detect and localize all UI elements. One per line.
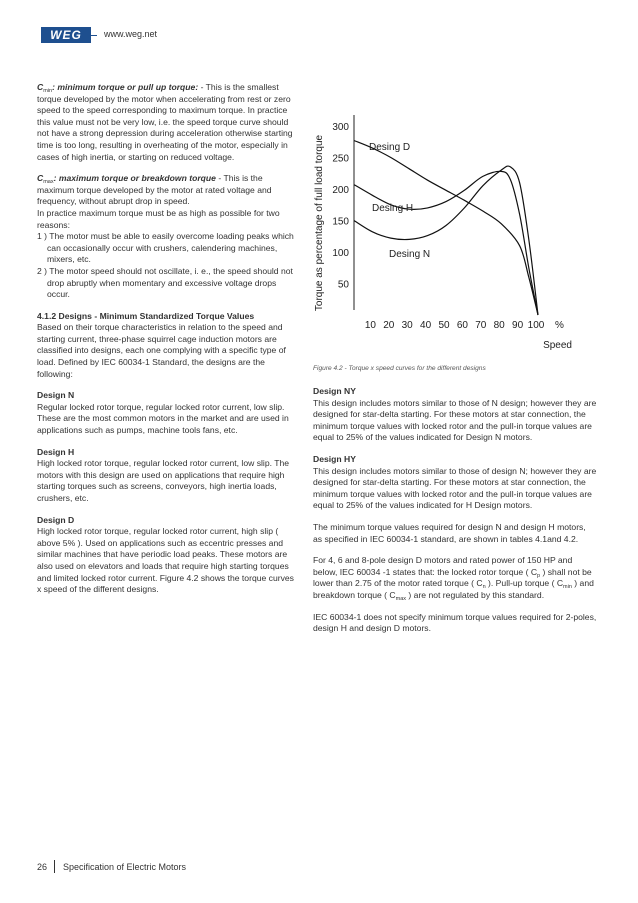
design-h-text: High locked rotor torque, regular locked rotor current, low slip. The motors with this design are used on applications that require high starting torques such as screens, conveyors, high inertia loads, crushers, etc. <box>37 458 290 503</box>
y-tick-label: 200 <box>332 185 349 196</box>
design-d-paragraph <box>37 515 299 596</box>
y-tick-label: 150 <box>332 216 349 228</box>
x-tick-label: 10 <box>364 320 376 331</box>
page-number: 26 <box>37 862 48 872</box>
design-hy-text: This design includes motors similar to those of design N; however they are designed for star-delta starting. For these motors at star connection, the minimum torque values with locked rotor and the pull-in torque values are equal to 25% of the values indicated for H Design motors. <box>313 465 597 511</box>
design-ny-title: Design NY <box>313 386 356 396</box>
x-tick-label: 80 <box>493 320 505 331</box>
cmin-text: - This is the smallest torque developed by the motor when accelerating from rest or zero speed to the speed corresponding to maximum torque. In practice this value must not be very low, i.e. the speed torque curve should not have a strong depression during acceleration otherwise starting time is too long, resulting in overheating of the motor, especially in cases of high inertia, or starting on reduced voltage. <box>37 82 293 162</box>
design-hy-paragraph <box>313 454 597 512</box>
cmax-symbol: C <box>37 173 44 184</box>
left-column <box>37 82 299 606</box>
y-tick-label: 300 <box>332 122 349 133</box>
design-h-title: Design H <box>37 446 75 457</box>
x-tick-label: 60 <box>456 320 468 331</box>
d-sub-n: n <box>482 584 486 591</box>
design-h-paragraph <box>37 447 299 505</box>
y-tick-label: 100 <box>332 248 349 259</box>
cmin-term: : minimum torque or pull up torque: <box>52 82 199 92</box>
reason-2: 2 ) The motor speed should not oscillate, i. e., the speed should not drop abruptly when momentary and excessive voltage drops occur. <box>37 265 293 300</box>
cmax-term: : maximum torque or breakdown torque <box>53 173 216 184</box>
y-tick-label: 250 <box>332 153 349 165</box>
d-text-1: For 4, 6 and 8-pole design D motors and rated power of 150 HP and below, IEC 60034 -1 states that: the locked rotor torque ( C <box>313 555 573 577</box>
weg-logo: WEG <box>41 27 91 43</box>
d-text-5: ) are not regulated by this standard. <box>406 589 545 600</box>
x-tick-label: 90 <box>512 320 524 331</box>
x-unit-label: % <box>555 320 564 331</box>
d-text-3: ). Pull-up torque ( C <box>485 578 564 589</box>
cmin-sub: min <box>43 88 53 94</box>
footer-title: Specification of Electric Motors <box>63 862 187 872</box>
x-tick-label: 50 <box>438 320 450 331</box>
design-hy-title: Design HY <box>313 453 356 464</box>
design-n-paragraph <box>37 390 299 436</box>
legend-design-d: Desing D <box>369 142 411 153</box>
x-tick-label: 30 <box>401 320 413 331</box>
torque-speed-chart <box>306 105 586 360</box>
cmax-sub: max <box>43 179 54 186</box>
design-ny-text: This design includes motors similar to those of N design; however they are designed for star-delta starting. For these motors at star connection, the minimum torque values with locked rotor and the pull-in torque values are equal to 25% of the values indicated for Design N motors. <box>313 397 597 443</box>
design-d-text: High locked rotor torque, regular locked rotor current, high slip ( above 5% ). Used on applications such as eccentric presses and similar machines that have periodic load peaks. These motors are also used on elevators and loads that require high starting torques and limited locked rotor current. Figure 4.2 shows the torque curves x speed of the different designs. <box>37 526 294 595</box>
logo-rule <box>91 35 97 36</box>
cmax-paragraph <box>37 173 299 301</box>
design-d-title: Design D <box>37 514 75 525</box>
cmax-text2: In practice maximum torque must be as high as possible for two reasons: <box>37 207 280 230</box>
section-paragraph <box>37 311 299 381</box>
design-n-text: Regular locked rotor torque, regular locked rotor current, low slip. These are the most common motors in the market and are used in applications such as pumps, machine tools fans, etc. <box>37 401 289 436</box>
right-column <box>313 386 597 645</box>
reason-1: 1 ) The motor must be able to easily overcome loading peaks which can occasionally occur with crushers, calendering machines, mixers, etc. <box>37 231 294 265</box>
iec-paragraph: IEC 60034-1 does not specify minimum torque values required for 2-poles, design H and design D motors. <box>313 611 597 634</box>
legend-design-n: Desing N <box>389 249 431 260</box>
y-tick-label: 50 <box>337 279 349 291</box>
d-text-4: ) and breakdown torque ( C <box>313 578 594 600</box>
design-n-title: Design N <box>37 390 75 401</box>
x-tick-label: 40 <box>420 320 432 331</box>
chart-ylabel: Torque as percentage of full load torque <box>314 134 325 312</box>
design-n-curve <box>354 166 538 315</box>
d-sub-p: p <box>537 572 541 579</box>
cmin-paragraph <box>37 82 299 163</box>
d-sub-min: min <box>563 584 572 591</box>
section-text: Based on their torque characteristics in relation to the speed and starting current, three-phase squirrel cage induction motors are classified into designs, each one complying with a specific type of load. Defined by IEC 60034-1 Standard, the designs are the following: <box>37 322 286 379</box>
legend-design-h: Desing H <box>372 203 414 214</box>
x-tick-label: 100 <box>527 320 545 331</box>
header-url[interactable]: www.weg.net <box>104 29 158 39</box>
cmax-text: - This is the maximum torque developed by the motor at rated voltage and frequency, without abrupt drop in speed. <box>37 173 272 207</box>
design-h-curve <box>354 171 538 315</box>
figure-caption: Figure 4.2 - Torque x speed curves for the different designs <box>313 365 486 372</box>
x-tick-label: 70 <box>475 320 487 331</box>
min-values-paragraph: The minimum torque values required for design N and design H motors, as specified in IEC 60034-1 standard, are shown in tables 4.1and 4.2. <box>313 521 586 544</box>
footer-divider <box>54 860 55 873</box>
design-d-iec-paragraph <box>313 555 597 601</box>
section-title: 4.1.2 Designs - Minimum Standardized Torque Values <box>37 310 255 321</box>
d-sub-max: max <box>395 595 407 602</box>
d-text-2: ) shall not be lower than 2.75 of the motor rated torque ( C <box>313 566 592 589</box>
x-tick-label: 20 <box>383 320 395 331</box>
design-ny-paragraph <box>313 386 597 444</box>
chart-xlabel: Speed <box>543 340 572 351</box>
cmin-symbol: C <box>37 82 44 92</box>
